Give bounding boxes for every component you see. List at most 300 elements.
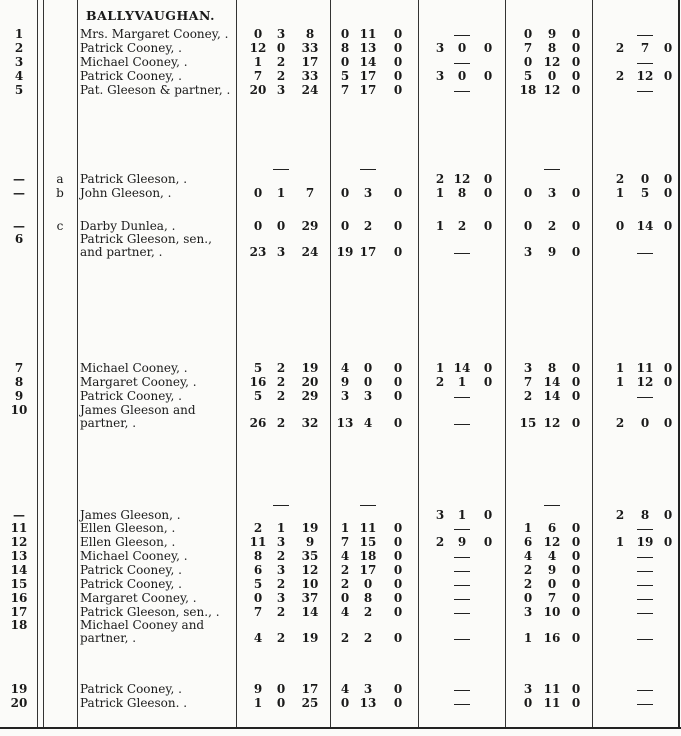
val-value: 0: [393, 186, 403, 200]
land-value: 7: [547, 591, 557, 605]
row-number: 13: [10, 549, 28, 563]
holder-name: James Gleeson, .: [80, 508, 181, 522]
val-value: 17: [359, 245, 377, 259]
blank-dash: [637, 704, 653, 705]
blank-dash: [637, 571, 653, 572]
bval-value: 0: [483, 69, 493, 83]
area-value: 20: [301, 375, 319, 389]
val-value: 0: [393, 69, 403, 83]
area-value: 0: [276, 696, 286, 710]
land-value: 0: [571, 631, 581, 645]
blank-dash: [454, 397, 470, 398]
area-value: 2: [276, 577, 286, 591]
area-value: 8: [305, 27, 315, 41]
val-value: 2: [363, 605, 373, 619]
holder-name: Patrick Gleeson, sen., .: [80, 605, 220, 619]
row-number: 11: [10, 521, 28, 535]
val-value: 0: [393, 521, 403, 535]
blank-dash: [637, 599, 653, 600]
val-value: 3: [363, 389, 373, 403]
area-value: 2: [276, 375, 286, 389]
land-value: 0: [523, 219, 533, 233]
row-number: 17: [10, 605, 28, 619]
bld-value: 0: [663, 69, 673, 83]
land-value: 12: [543, 416, 561, 430]
area-value: 26: [249, 416, 267, 430]
val-value: 0: [393, 27, 403, 41]
holder-name: Patrick Cooney, .: [80, 41, 182, 55]
blank-dash: [637, 35, 653, 36]
land-value: 0: [547, 577, 557, 591]
val-value: 2: [363, 219, 373, 233]
val-value: 0: [393, 591, 403, 605]
row-number: 10: [10, 403, 28, 417]
val-value: 0: [393, 631, 403, 645]
holder-name: Michael Cooney, .: [80, 549, 188, 563]
area-value: 35: [301, 549, 319, 563]
bld-value: 0: [640, 416, 650, 430]
bld-value: 1: [615, 361, 625, 375]
val-value: 11: [359, 27, 377, 41]
bld-value: 0: [663, 172, 673, 186]
val-value: 0: [363, 375, 373, 389]
val-value: 15: [359, 535, 377, 549]
val-value: 0: [393, 219, 403, 233]
val-value: 17: [359, 69, 377, 83]
area-value: 2: [276, 55, 286, 69]
holder-name: John Gleeson, .: [80, 186, 172, 200]
bld-value: 8: [640, 508, 650, 522]
area-value: 32: [301, 416, 319, 430]
val-value: 17: [359, 83, 377, 97]
bld-value: 14: [636, 219, 654, 233]
val-value: 0: [393, 361, 403, 375]
row-number: 18: [10, 618, 28, 632]
bld-value: 11: [636, 361, 654, 375]
val-value: 2: [340, 577, 350, 591]
blank-dash: [544, 505, 560, 506]
val-value: 11: [359, 521, 377, 535]
val-value: 4: [340, 682, 350, 696]
land-value: 5: [523, 69, 533, 83]
land-value: 0: [523, 186, 533, 200]
bval-value: 0: [483, 508, 493, 522]
val-value: 0: [393, 41, 403, 55]
page-title: BALLYVAUGHAN.: [86, 8, 215, 23]
val-value: 8: [363, 591, 373, 605]
land-value: 0: [547, 69, 557, 83]
bval-value: 14: [453, 361, 471, 375]
area-value: 2: [253, 521, 263, 535]
val-value: 19: [336, 245, 354, 259]
land-value: 11: [543, 682, 561, 696]
area-value: 2: [276, 361, 286, 375]
row-letter: b: [56, 186, 64, 200]
bld-value: 0: [663, 535, 673, 549]
area-value: 0: [276, 682, 286, 696]
area-value: 8: [253, 549, 263, 563]
land-value: 14: [543, 375, 561, 389]
blank-dash: [637, 63, 653, 64]
row-number: 20: [10, 696, 28, 710]
row-number: —: [13, 219, 25, 233]
row-number: 6: [14, 232, 24, 246]
holder-name: Pat. Gleeson & partner, .: [80, 83, 231, 97]
val-value: 17: [359, 563, 377, 577]
val-value: 2: [340, 631, 350, 645]
area-value: 1: [253, 696, 263, 710]
val-value: 1: [340, 521, 350, 535]
area-value: 0: [276, 219, 286, 233]
land-value: 0: [571, 245, 581, 259]
bottom-rule: [0, 727, 681, 729]
blank-dash: [637, 253, 653, 254]
blank-dash: [454, 35, 470, 36]
land-value: 0: [571, 682, 581, 696]
bld-value: 19: [636, 535, 654, 549]
area-value: 19: [301, 631, 319, 645]
val-value: 3: [363, 186, 373, 200]
bld-value: 2: [615, 172, 625, 186]
blank-dash: [637, 613, 653, 614]
holder-name: Ellen Gleeson, .: [80, 535, 176, 549]
row-number: 5: [14, 83, 24, 97]
bval-value: 9: [457, 535, 467, 549]
land-value: 2: [523, 389, 533, 403]
bval-value: 1: [435, 186, 445, 200]
land-value: 15: [519, 416, 537, 430]
val-value: 0: [340, 27, 350, 41]
val-value: 0: [363, 361, 373, 375]
area-value: 23: [249, 245, 267, 259]
blank-dash: [454, 91, 470, 92]
val-value: 2: [340, 563, 350, 577]
land-value: 0: [571, 521, 581, 535]
area-value: 3: [276, 27, 286, 41]
val-value: 13: [336, 416, 354, 430]
blank-dash: [544, 169, 560, 170]
land-value: 0: [523, 696, 533, 710]
val-value: 3: [340, 389, 350, 403]
val-value: 4: [340, 361, 350, 375]
blank-dash: [637, 557, 653, 558]
land-value: 0: [571, 186, 581, 200]
bval-value: 8: [457, 186, 467, 200]
bld-value: 2: [615, 416, 625, 430]
column-rule: [418, 0, 419, 728]
bval-value: 0: [483, 186, 493, 200]
holder-name: Michael Cooney and: [80, 618, 205, 632]
area-value: 2: [276, 605, 286, 619]
bld-value: 0: [663, 508, 673, 522]
area-value: 9: [305, 535, 315, 549]
val-value: 4: [363, 416, 373, 430]
area-value: 2: [276, 631, 286, 645]
blank-dash: [454, 557, 470, 558]
land-value: 3: [523, 245, 533, 259]
bld-value: 0: [663, 375, 673, 389]
bval-value: 0: [483, 41, 493, 55]
bld-value: 0: [663, 186, 673, 200]
land-value: 0: [571, 83, 581, 97]
val-value: 13: [359, 41, 377, 55]
land-value: 7: [523, 41, 533, 55]
bld-value: 0: [663, 361, 673, 375]
blank-dash: [454, 613, 470, 614]
area-value: 12: [301, 563, 319, 577]
area-value: 12: [249, 41, 267, 55]
blank-dash: [637, 91, 653, 92]
val-value: 0: [340, 696, 350, 710]
bval-value: 2: [457, 219, 467, 233]
row-letter: c: [56, 219, 64, 233]
blank-dash: [360, 169, 376, 170]
val-value: 9: [340, 375, 350, 389]
land-value: 0: [571, 219, 581, 233]
land-value: 6: [523, 535, 533, 549]
area-value: 29: [301, 389, 319, 403]
bval-value: 0: [483, 375, 493, 389]
bval-value: 0: [483, 172, 493, 186]
area-value: 33: [301, 69, 319, 83]
bld-value: 1: [615, 186, 625, 200]
val-value: 0: [393, 605, 403, 619]
blank-dash: [273, 169, 289, 170]
row-number: 8: [14, 375, 24, 389]
row-number: 7: [14, 361, 24, 375]
area-value: 14: [301, 605, 319, 619]
bld-value: 2: [615, 69, 625, 83]
holder-name: Darby Dunlea, .: [80, 219, 176, 233]
land-value: 0: [571, 563, 581, 577]
row-number: —: [13, 186, 25, 200]
row-number: 4: [14, 69, 24, 83]
holder-name: Patrick Gleeson. .: [80, 696, 188, 710]
bld-value: 12: [636, 69, 654, 83]
area-value: 5: [253, 361, 263, 375]
blank-dash: [637, 397, 653, 398]
blank-dash: [454, 571, 470, 572]
bld-value: 0: [663, 41, 673, 55]
val-value: 0: [393, 549, 403, 563]
blank-dash: [454, 585, 470, 586]
area-value: 37: [301, 591, 319, 605]
area-value: 0: [276, 41, 286, 55]
land-value: 9: [547, 27, 557, 41]
val-value: 0: [340, 55, 350, 69]
bval-value: 1: [457, 508, 467, 522]
area-value: 3: [276, 591, 286, 605]
area-value: 3: [276, 83, 286, 97]
land-value: 2: [547, 219, 557, 233]
area-value: 2: [276, 69, 286, 83]
land-value: 12: [543, 83, 561, 97]
bld-value: 2: [615, 508, 625, 522]
val-value: 14: [359, 55, 377, 69]
bval-value: 12: [453, 172, 471, 186]
bld-value: 7: [640, 41, 650, 55]
row-number: 15: [10, 577, 28, 591]
area-value: 1: [276, 186, 286, 200]
val-value: 0: [340, 186, 350, 200]
area-value: 3: [276, 245, 286, 259]
blank-dash: [454, 639, 470, 640]
holder-name: and partner, .: [80, 245, 163, 259]
land-value: 1: [523, 631, 533, 645]
holder-name: James Gleeson and: [80, 403, 196, 417]
blank-dash: [273, 505, 289, 506]
bval-value: 0: [483, 361, 493, 375]
bval-value: 1: [435, 361, 445, 375]
area-value: 2: [276, 416, 286, 430]
holder-name: Michael Cooney, .: [80, 55, 188, 69]
val-value: 7: [340, 83, 350, 97]
bld-value: 0: [663, 219, 673, 233]
val-value: 0: [393, 535, 403, 549]
val-value: 4: [340, 549, 350, 563]
land-value: 0: [571, 696, 581, 710]
land-value: 0: [571, 605, 581, 619]
bval-value: 2: [435, 535, 445, 549]
area-value: 0: [253, 27, 263, 41]
row-number: —: [13, 508, 25, 522]
val-value: 2: [363, 631, 373, 645]
bld-value: 5: [640, 186, 650, 200]
val-value: 5: [340, 69, 350, 83]
holder-name: Margaret Cooney, .: [80, 375, 197, 389]
land-value: 8: [547, 41, 557, 55]
land-value: 0: [571, 549, 581, 563]
area-value: 0: [253, 591, 263, 605]
land-value: 16: [543, 631, 561, 645]
row-number: —: [13, 172, 25, 186]
bval-value: 2: [435, 172, 445, 186]
row-number: 3: [14, 55, 24, 69]
land-value: 3: [523, 361, 533, 375]
holder-name: partner, .: [80, 416, 137, 430]
area-value: 3: [276, 535, 286, 549]
area-value: 20: [249, 83, 267, 97]
holder-name: Ellen Gleeson, .: [80, 521, 176, 535]
bld-value: 12: [636, 375, 654, 389]
blank-dash: [454, 599, 470, 600]
area-value: 24: [301, 83, 319, 97]
area-value: 6: [253, 563, 263, 577]
area-value: 4: [253, 631, 263, 645]
val-value: 0: [340, 591, 350, 605]
bval-value: 0: [457, 69, 467, 83]
holder-name: Patrick Cooney, .: [80, 682, 182, 696]
area-value: 1: [253, 55, 263, 69]
bval-value: 1: [435, 219, 445, 233]
land-value: 12: [543, 535, 561, 549]
area-value: 0: [253, 186, 263, 200]
blank-dash: [637, 529, 653, 530]
row-number: 14: [10, 563, 28, 577]
holder-name: partner, .: [80, 631, 137, 645]
val-value: 0: [393, 83, 403, 97]
bld-value: 0: [640, 172, 650, 186]
val-value: 0: [393, 389, 403, 403]
land-value: 0: [571, 361, 581, 375]
area-value: 7: [253, 605, 263, 619]
holder-name: Mrs. Margaret Cooney, .: [80, 27, 229, 41]
bval-value: 0: [457, 41, 467, 55]
land-value: 9: [547, 563, 557, 577]
row-number: 2: [14, 41, 24, 55]
blank-dash: [454, 253, 470, 254]
blank-dash: [637, 690, 653, 691]
bld-value: 2: [615, 41, 625, 55]
land-value: 0: [571, 375, 581, 389]
land-value: 10: [543, 605, 561, 619]
val-value: 0: [393, 682, 403, 696]
area-value: 17: [301, 55, 319, 69]
area-value: 0: [253, 219, 263, 233]
row-number: 9: [14, 389, 24, 403]
row-number: 1: [14, 27, 24, 41]
val-value: 0: [393, 696, 403, 710]
holder-name: Patrick Cooney, .: [80, 563, 182, 577]
area-value: 3: [276, 563, 286, 577]
val-value: 7: [340, 535, 350, 549]
holder-name: Patrick Gleeson, .: [80, 172, 188, 186]
val-value: 0: [393, 577, 403, 591]
area-value: 25: [301, 696, 319, 710]
area-value: 19: [301, 361, 319, 375]
row-number: 16: [10, 591, 28, 605]
bld-value: 1: [615, 535, 625, 549]
land-value: 0: [571, 416, 581, 430]
land-value: 14: [543, 389, 561, 403]
area-value: 9: [253, 682, 263, 696]
area-value: 1: [276, 521, 286, 535]
holder-name: Michael Cooney, .: [80, 361, 188, 375]
row-number: 12: [10, 535, 28, 549]
area-value: 19: [301, 521, 319, 535]
blank-dash: [454, 690, 470, 691]
val-value: 0: [340, 219, 350, 233]
area-value: 5: [253, 389, 263, 403]
land-value: 3: [523, 682, 533, 696]
land-value: 3: [523, 605, 533, 619]
blank-dash: [360, 505, 376, 506]
val-value: 0: [393, 375, 403, 389]
area-value: 7: [305, 186, 315, 200]
area-value: 7: [253, 69, 263, 83]
area-value: 2: [276, 389, 286, 403]
area-value: 5: [253, 577, 263, 591]
land-value: 0: [523, 55, 533, 69]
bval-value: 0: [483, 219, 493, 233]
row-number: 19: [10, 682, 28, 696]
area-value: 29: [301, 219, 319, 233]
holder-name: Patrick Cooney, .: [80, 69, 182, 83]
val-value: 18: [359, 549, 377, 563]
area-value: 16: [249, 375, 267, 389]
land-value: 7: [523, 375, 533, 389]
land-value: 6: [547, 521, 557, 535]
bval-value: 3: [435, 508, 445, 522]
land-value: 12: [543, 55, 561, 69]
land-value: 8: [547, 361, 557, 375]
holder-name: Margaret Cooney, .: [80, 591, 197, 605]
area-value: 2: [276, 549, 286, 563]
val-value: 0: [393, 55, 403, 69]
blank-dash: [454, 529, 470, 530]
area-value: 24: [301, 245, 319, 259]
land-value: 4: [523, 549, 533, 563]
